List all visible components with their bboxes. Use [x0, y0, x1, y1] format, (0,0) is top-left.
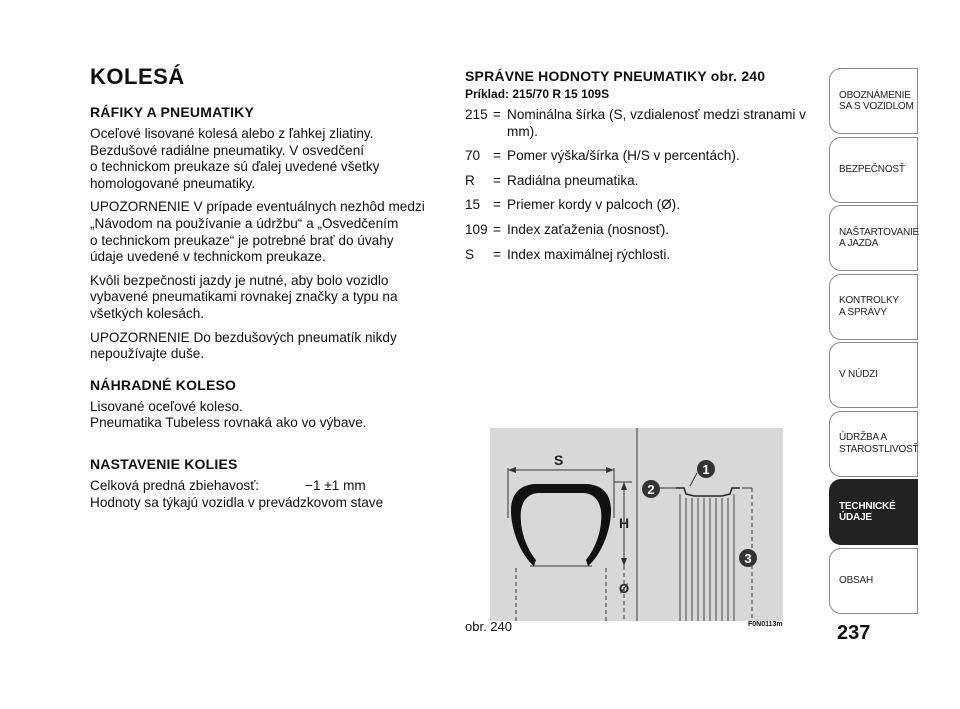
chapter-tab-label: BEZPEČNOSŤ: [839, 163, 905, 175]
code-description: Pomer výška/šírka (H/S v percentách).: [507, 148, 740, 164]
tyre-code-list: [465, 107, 810, 263]
code-key: R: [465, 172, 475, 188]
figure-code: F0N0113m: [748, 621, 783, 628]
text-line: „Návodom na používanie a údržbu“ a „Osvedčením: [90, 215, 399, 231]
tyre-code-row: [465, 107, 810, 140]
code-key: S: [465, 246, 475, 262]
toe-in-label: Celková predná zbiehavosť:: [90, 477, 260, 493]
text-line: homologované pneumatiky.: [90, 175, 256, 191]
rims-heading: RÁFIKY A PNEUMATIKY: [90, 104, 255, 120]
code-description: Nominálna šírka (S, vzdialenosť medzi stranami v mm).: [507, 107, 806, 139]
callout-2: 2: [647, 482, 655, 497]
text-line: všetkých kolesách.: [90, 305, 205, 321]
code-description: Index maximálnej rýchlosti.: [507, 246, 671, 262]
text-line: nepoužívajte duše.: [90, 346, 205, 362]
text-line: Kvôli bezpečnosti jazdy je nutné, aby bolo vozidlo: [90, 272, 389, 288]
chapter-tab[interactable]: [829, 274, 918, 340]
tyre-values-heading: SPRÁVNE HODNOTY PNEUMATIKY obr. 240: [465, 68, 766, 84]
chapter-tab-label: OBOZNÁMENIE SA S VOZIDLOM: [839, 89, 914, 112]
code-description: Index zaťaženia (nosnosť).: [507, 221, 670, 237]
rims-paragraph: [90, 126, 440, 192]
section-title: KOLESÁ: [90, 64, 185, 89]
code-equals: =: [493, 197, 501, 213]
text-line: Bezdušové radiálne pneumatiky. V osvedčení: [90, 142, 365, 158]
chapter-tab-label: NAŠTARTOVANIE A JAZDA: [839, 226, 920, 249]
text-line: Lisované oceľové koleso.: [90, 398, 243, 414]
warning-paragraph: [90, 199, 440, 265]
page-number: 237: [837, 622, 871, 644]
text-line: o technickom preukaze“ je potrebné brať do úvahy: [90, 232, 394, 248]
spare-wheel-paragraph: [90, 399, 440, 432]
chapter-tab-label: OBSAH: [839, 574, 874, 586]
tyre-example: Príklad: 215/70 R 15 109S: [465, 87, 610, 101]
label-diameter: Ø: [619, 581, 630, 596]
text-line: o technickom preukaze sú ďalej uvedené všetky: [90, 159, 380, 175]
text-line: údaje uvedené v technickom preukaze.: [90, 249, 326, 265]
right-column: [465, 68, 810, 271]
tyre-code-row: [465, 173, 810, 190]
chapter-tab[interactable]: [829, 479, 918, 545]
chapter-tab-label: V NÚDZI: [839, 369, 878, 381]
code-key: 109: [465, 221, 488, 237]
spare-wheel-heading: NÁHRADNÉ KOLESO: [90, 376, 237, 393]
toe-in-row: [90, 478, 440, 495]
code-key: 15: [465, 197, 481, 213]
code-key: 215: [465, 107, 488, 122]
chapter-tab-label: KONTROLKY A SPRÁVY: [839, 295, 899, 318]
code-equals: =: [493, 221, 501, 237]
chapter-tab[interactable]: [829, 342, 918, 408]
tyre-code-row: [465, 148, 810, 165]
text-line: UPOZORNENIE V prípade eventuálnych nezhôd medzi: [90, 199, 425, 215]
safety-paragraph: [90, 273, 440, 323]
code-equals: =: [493, 172, 501, 188]
tyre-code-row: [465, 247, 810, 264]
code-equals: =: [493, 246, 501, 262]
chapter-tabs: [829, 68, 919, 616]
code-description: Priemer kordy v palcoch (Ø).: [507, 197, 680, 213]
chapter-tab[interactable]: [829, 137, 918, 203]
text-line: Oceľové lisované kolesá alebo z ľahkej zliatiny.: [90, 126, 374, 141]
tyre-code-row: [465, 197, 810, 214]
wheel-alignment-heading: NASTAVENIE KOLIES: [90, 455, 238, 472]
label-h: H: [619, 515, 630, 531]
code-description: Radiálna pneumatika.: [507, 172, 639, 188]
tubes-warning-paragraph: [90, 330, 440, 363]
chapter-tab[interactable]: [829, 68, 918, 134]
chapter-tab[interactable]: [829, 411, 918, 477]
callout-1: 1: [702, 462, 710, 477]
text-line: UPOZORNENIE Do bezdušových pneumatík nikdy: [90, 329, 397, 345]
chapter-tab-label: ÚDRŽBA A STAROSTLIVOSŤ: [839, 432, 919, 455]
callout-3: 3: [744, 551, 752, 566]
text-line: Pneumatika Tubeless rovnaká ako vo výbave.: [90, 415, 367, 431]
chapter-tab[interactable]: [829, 205, 918, 271]
tyre-code-row: [465, 222, 810, 239]
text-line: Hodnoty sa týkajú vozidla v prevádzkovom stave: [90, 494, 384, 510]
toe-in-value: −1 ±1 mm: [305, 477, 366, 493]
text-line: vybavené pneumatikami rovnakej značky a typu na: [90, 289, 398, 305]
label-s: S: [554, 452, 564, 468]
code-equals: =: [493, 148, 501, 164]
code-key: 70: [465, 148, 481, 164]
chapter-tab[interactable]: [829, 548, 918, 614]
tyre-diagram: [490, 428, 783, 621]
figure-caption: obr. 240: [465, 619, 512, 634]
chapter-tab-label: TECHNICKÉ ÚDAJE: [839, 500, 896, 523]
alignment-paragraph: [90, 478, 440, 511]
left-column: [90, 64, 440, 518]
code-equals: =: [493, 107, 501, 122]
